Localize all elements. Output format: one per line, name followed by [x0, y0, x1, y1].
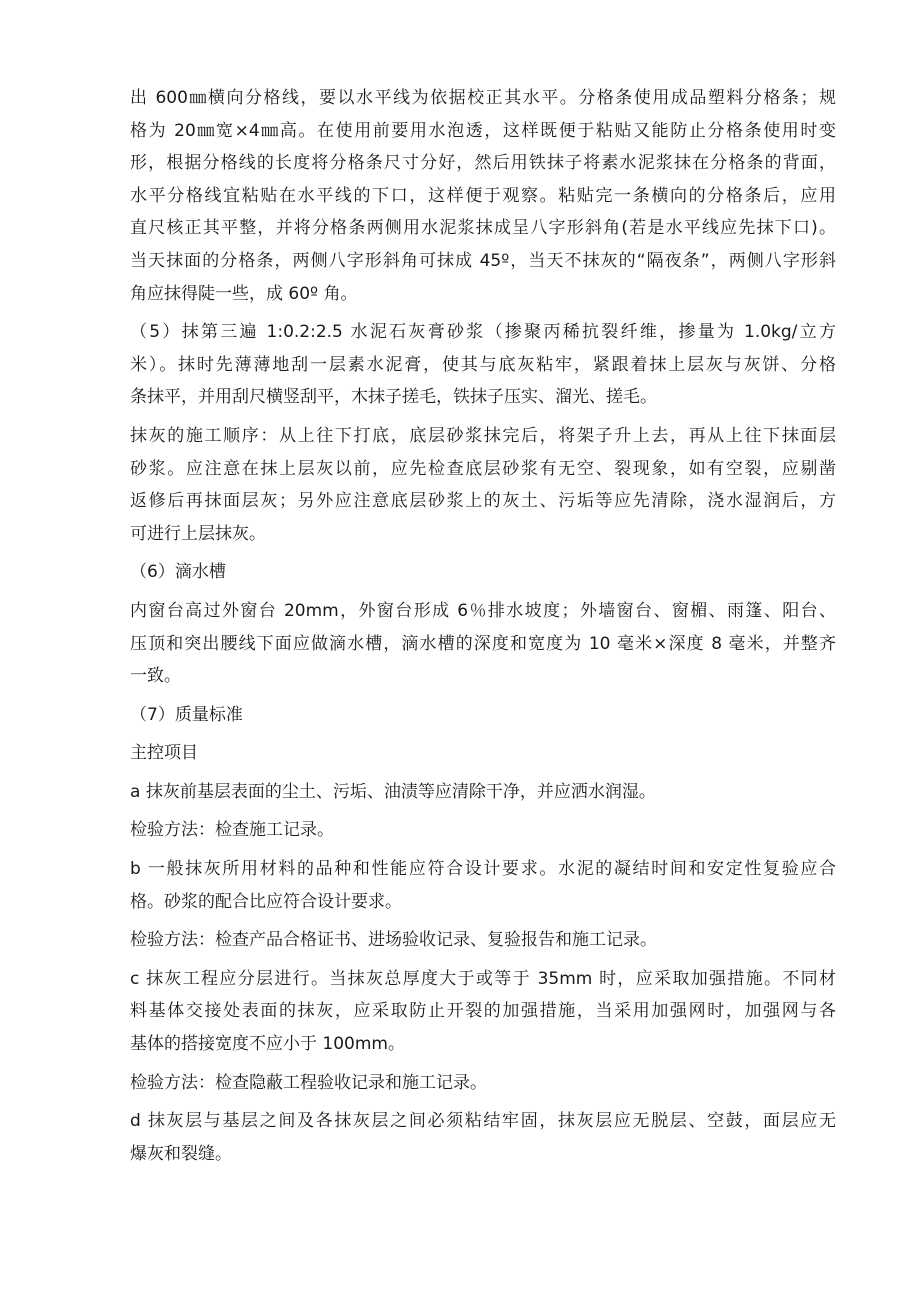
text-line: 砂浆。应注意在抹上层灰以前，应先检查底层砂浆有无空、裂现象，如有空裂，应剔凿	[130, 458, 836, 479]
text-line: 检验方法：检查隐蔽工程验收记录和施工记录。	[130, 1072, 487, 1093]
text-line: （6）滴水槽	[130, 562, 226, 583]
text-line: 可进行上层抹灰。	[130, 523, 266, 544]
text-line: 当天抹面的分格条，两侧八字形斜角可抹成 45º，当天不抹灰的“隔夜条”，两侧八字形斜	[130, 250, 836, 271]
text-line: 内窗台高过外窗台 20mm，外窗台形成 6％排水坡度；外墙窗台、窗楣、雨篷、阳台、	[130, 600, 836, 621]
text-line: 形，根据分格线的长度将分格条尺寸分好，然后用铁抹子将素水泥浆抹在分格条的背面，	[130, 153, 836, 174]
text-line: 检验方法：检查产品合格证书、进场验收记录、复验报告和施工记录。	[130, 930, 657, 951]
text-line: （7）质量标准	[130, 704, 243, 725]
text-line: 检验方法：检查施工记录。	[130, 820, 334, 841]
paragraph-item-d	[130, 1105, 836, 1170]
paragraph-divider-strips	[130, 82, 836, 310]
paragraph-step6-title	[130, 556, 836, 589]
paragraph-item-c	[130, 963, 836, 1061]
paragraph-step5	[130, 316, 836, 414]
paragraph-sequence	[130, 420, 836, 550]
paragraph-drip	[130, 595, 836, 693]
text-line: 主控项目	[130, 743, 198, 764]
text-line: 抹灰的施工顺序：从上往下打底，底层砂浆抹完后，将架子升上去，再从上往下抹面层	[130, 425, 836, 446]
text-line: 格。砂浆的配合比应符合设计要求。	[130, 891, 402, 912]
paragraph-item-b-method	[130, 924, 836, 957]
text-line: 水平分格线宜粘贴在水平线的下口，这样便于观察。粘贴完一条横向的分格条后，应用	[130, 185, 836, 206]
paragraph-item-a-method	[130, 814, 836, 847]
text-line: 格为 20㎜宽×4㎜高。在使用前要用水泡透，这样既便于粘贴又能防止分格条使用时变	[130, 120, 836, 141]
paragraph-item-b	[130, 853, 836, 918]
paragraph-item-a	[130, 776, 836, 809]
text-line: 一致。	[130, 666, 181, 687]
text-line: 出 600㎜横向分格线，要以水平线为依据校正其水平。分格条使用成品塑料分格条；规	[130, 88, 836, 108]
text-line: 爆灰和裂缝。	[130, 1143, 232, 1164]
text-line: 米）。抹时先薄薄地刮一层素水泥膏，使其与底灰粘牢，紧跟着抹上层灰与灰饼、分格	[130, 354, 836, 375]
text-line: d 抹灰层与基层之间及各抹灰层之间必须粘结牢固，抹灰层应无脱层、空鼓，面层应无	[130, 1111, 836, 1132]
text-line: 角应抹得陡一些，成 60º 角。	[130, 283, 358, 304]
text-line: b 一般抹灰所用材料的品种和性能应符合设计要求。水泥的凝结时间和安定性复验应合	[130, 859, 836, 880]
text-line: c 抹灰工程应分层进行。当抹灰总厚度大于或等于 35mm 时，应采取加强措施。不同材	[130, 968, 836, 989]
document-body	[130, 82, 836, 1176]
text-line: 料基体交接处表面的抹灰，应采取防止开裂的加强措施，当采用加强网时，加强网与各	[130, 1001, 836, 1022]
text-line: a 抹灰前基层表面的尘土、污垢、油渍等应清除干净，并应洒水润湿。	[130, 781, 656, 802]
text-line: （5）抹第三遍 1:0.2:2.5 水泥石灰膏砂浆（掺聚丙稀抗裂纤维，掺量为 1.0kg/立方	[130, 322, 836, 343]
text-line: 返修后再抹面层灰；另外应注意底层砂浆上的灰土、污垢等应先清除，浇水湿润后，方	[130, 491, 836, 512]
text-line: 基体的搭接宽度不应小于 100mm。	[130, 1034, 405, 1055]
paragraph-main-items	[130, 737, 836, 770]
text-line: 直尺核正其平整，并将分格条两侧用水泥浆抹成呈八字形斜角(若是水平线应先抹下口)。	[130, 218, 836, 239]
text-line: 条抹平，并用刮尺横竖刮平，木抹子搓毛，铁抹子压实、溜光、搓毛。	[130, 387, 657, 408]
paragraph-step7-title	[130, 699, 836, 732]
text-line: 压顶和突出腰线下面应做滴水槽，滴水槽的深度和宽度为 10 毫米×深度 8 毫米，并整齐	[130, 633, 836, 654]
paragraph-item-c-method	[130, 1067, 836, 1100]
